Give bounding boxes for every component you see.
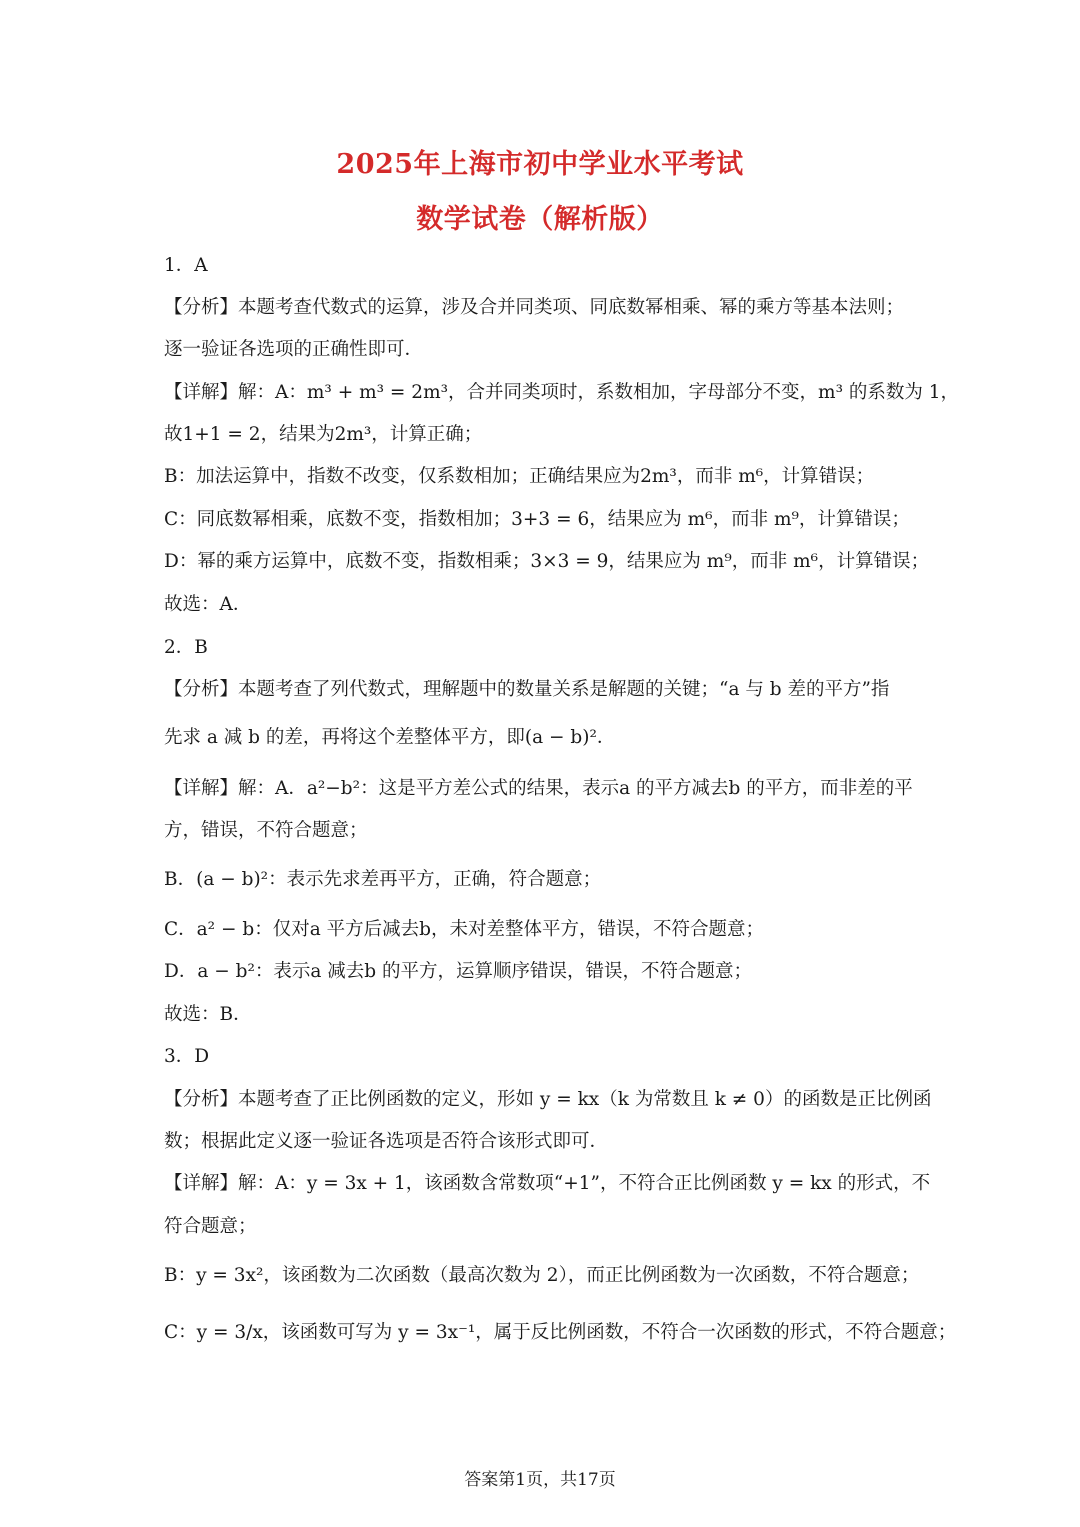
text-line: 符合题意； — [164, 1216, 257, 1237]
text-line: 1．A — [164, 255, 208, 276]
text-line: 先求 a 减 b 的差，再将这个差整体平方，即(a − b)²． — [164, 727, 616, 748]
text-line: 【分析】本题考查了列代数式，理解题中的数量关系是解题的关键；“a 与 b 差的平方”指 — [164, 679, 890, 700]
text-line: 【详解】解：A：m³ + m³ = 2m³，合并同类项时，系数相加，字母部分不变，m³ 的系数为 1， — [164, 382, 960, 403]
text-line: 方，错误，不符合题意； — [164, 820, 368, 841]
text-line: C：同底数幂相乘，底数不变，指数相加；3+3 = 6，结果应为 m⁶，而非 m⁹，计算错误； — [164, 509, 910, 530]
text-line: C：y = 3/x，该函数可写为 y = 3x⁻¹，属于反比例函数，不符合一次函数的形式，不符合题意； — [164, 1322, 957, 1343]
text-line: 【分析】本题考查代数式的运算，涉及合并同类项、同底数幂相乘、幂的乘方等基本法则； — [164, 297, 905, 318]
text-line: 故选：A． — [164, 594, 252, 615]
text-line: 2．B — [164, 637, 208, 658]
text-line: D：幂的乘方运算中，底数不变，指数相乘；3×3 = 9，结果应为 m⁹，而非 m⁶，计算错误； — [164, 551, 930, 572]
page-footer: 答案第1页，共17页 — [464, 1470, 616, 1490]
text-line: D．a − b²：表示a 减去b 的平方，运算顺序错误，错误，不符合题意； — [164, 961, 753, 982]
text-line: C．a² − b：仅对a 平方后减去b，未对差整体平方，错误，不符合题意； — [164, 919, 764, 940]
text-line: B：y = 3x²，该函数为二次函数（最高次数为 2），而正比例函数为一次函数，不符合题意； — [164, 1265, 920, 1286]
text-line: 故1+1 = 2，结果为2m³，计算正确； — [164, 424, 483, 445]
text-line: 逐一验证各选项的正确性即可． — [164, 339, 424, 360]
text-line: 3．D — [164, 1046, 210, 1067]
text-line: B：加法运算中，指数不改变，仅系数相加；正确结果应为2m³，而非 m⁶，计算错误； — [164, 466, 875, 487]
text-line: B．(a − b)²：表示先求差再平方，正确，符合题意； — [164, 869, 602, 890]
text-line: 数；根据此定义逐一验证各选项是否符合该形式即可． — [164, 1131, 609, 1152]
page-title: 2025年上海市初中学业水平考试 — [336, 149, 744, 180]
text-line: 【详解】解：A．a²−b²：这是平方差公式的结果，表示a 的平方减去b 的平方，而非差的平 — [164, 778, 913, 799]
text-line: 【分析】本题考查了正比例函数的定义，形如 y = kx（k 为常数且 k ≠ 0）的函数是正比例函 — [164, 1089, 932, 1110]
text-line: 故选：B． — [164, 1004, 252, 1025]
page-subtitle: 数学试卷（解析版） — [416, 204, 664, 235]
text-line: 【详解】解：A：y = 3x + 1，该函数含常数项“+1”，不符合正比例函数 y = kx 的形式，不 — [164, 1173, 931, 1194]
